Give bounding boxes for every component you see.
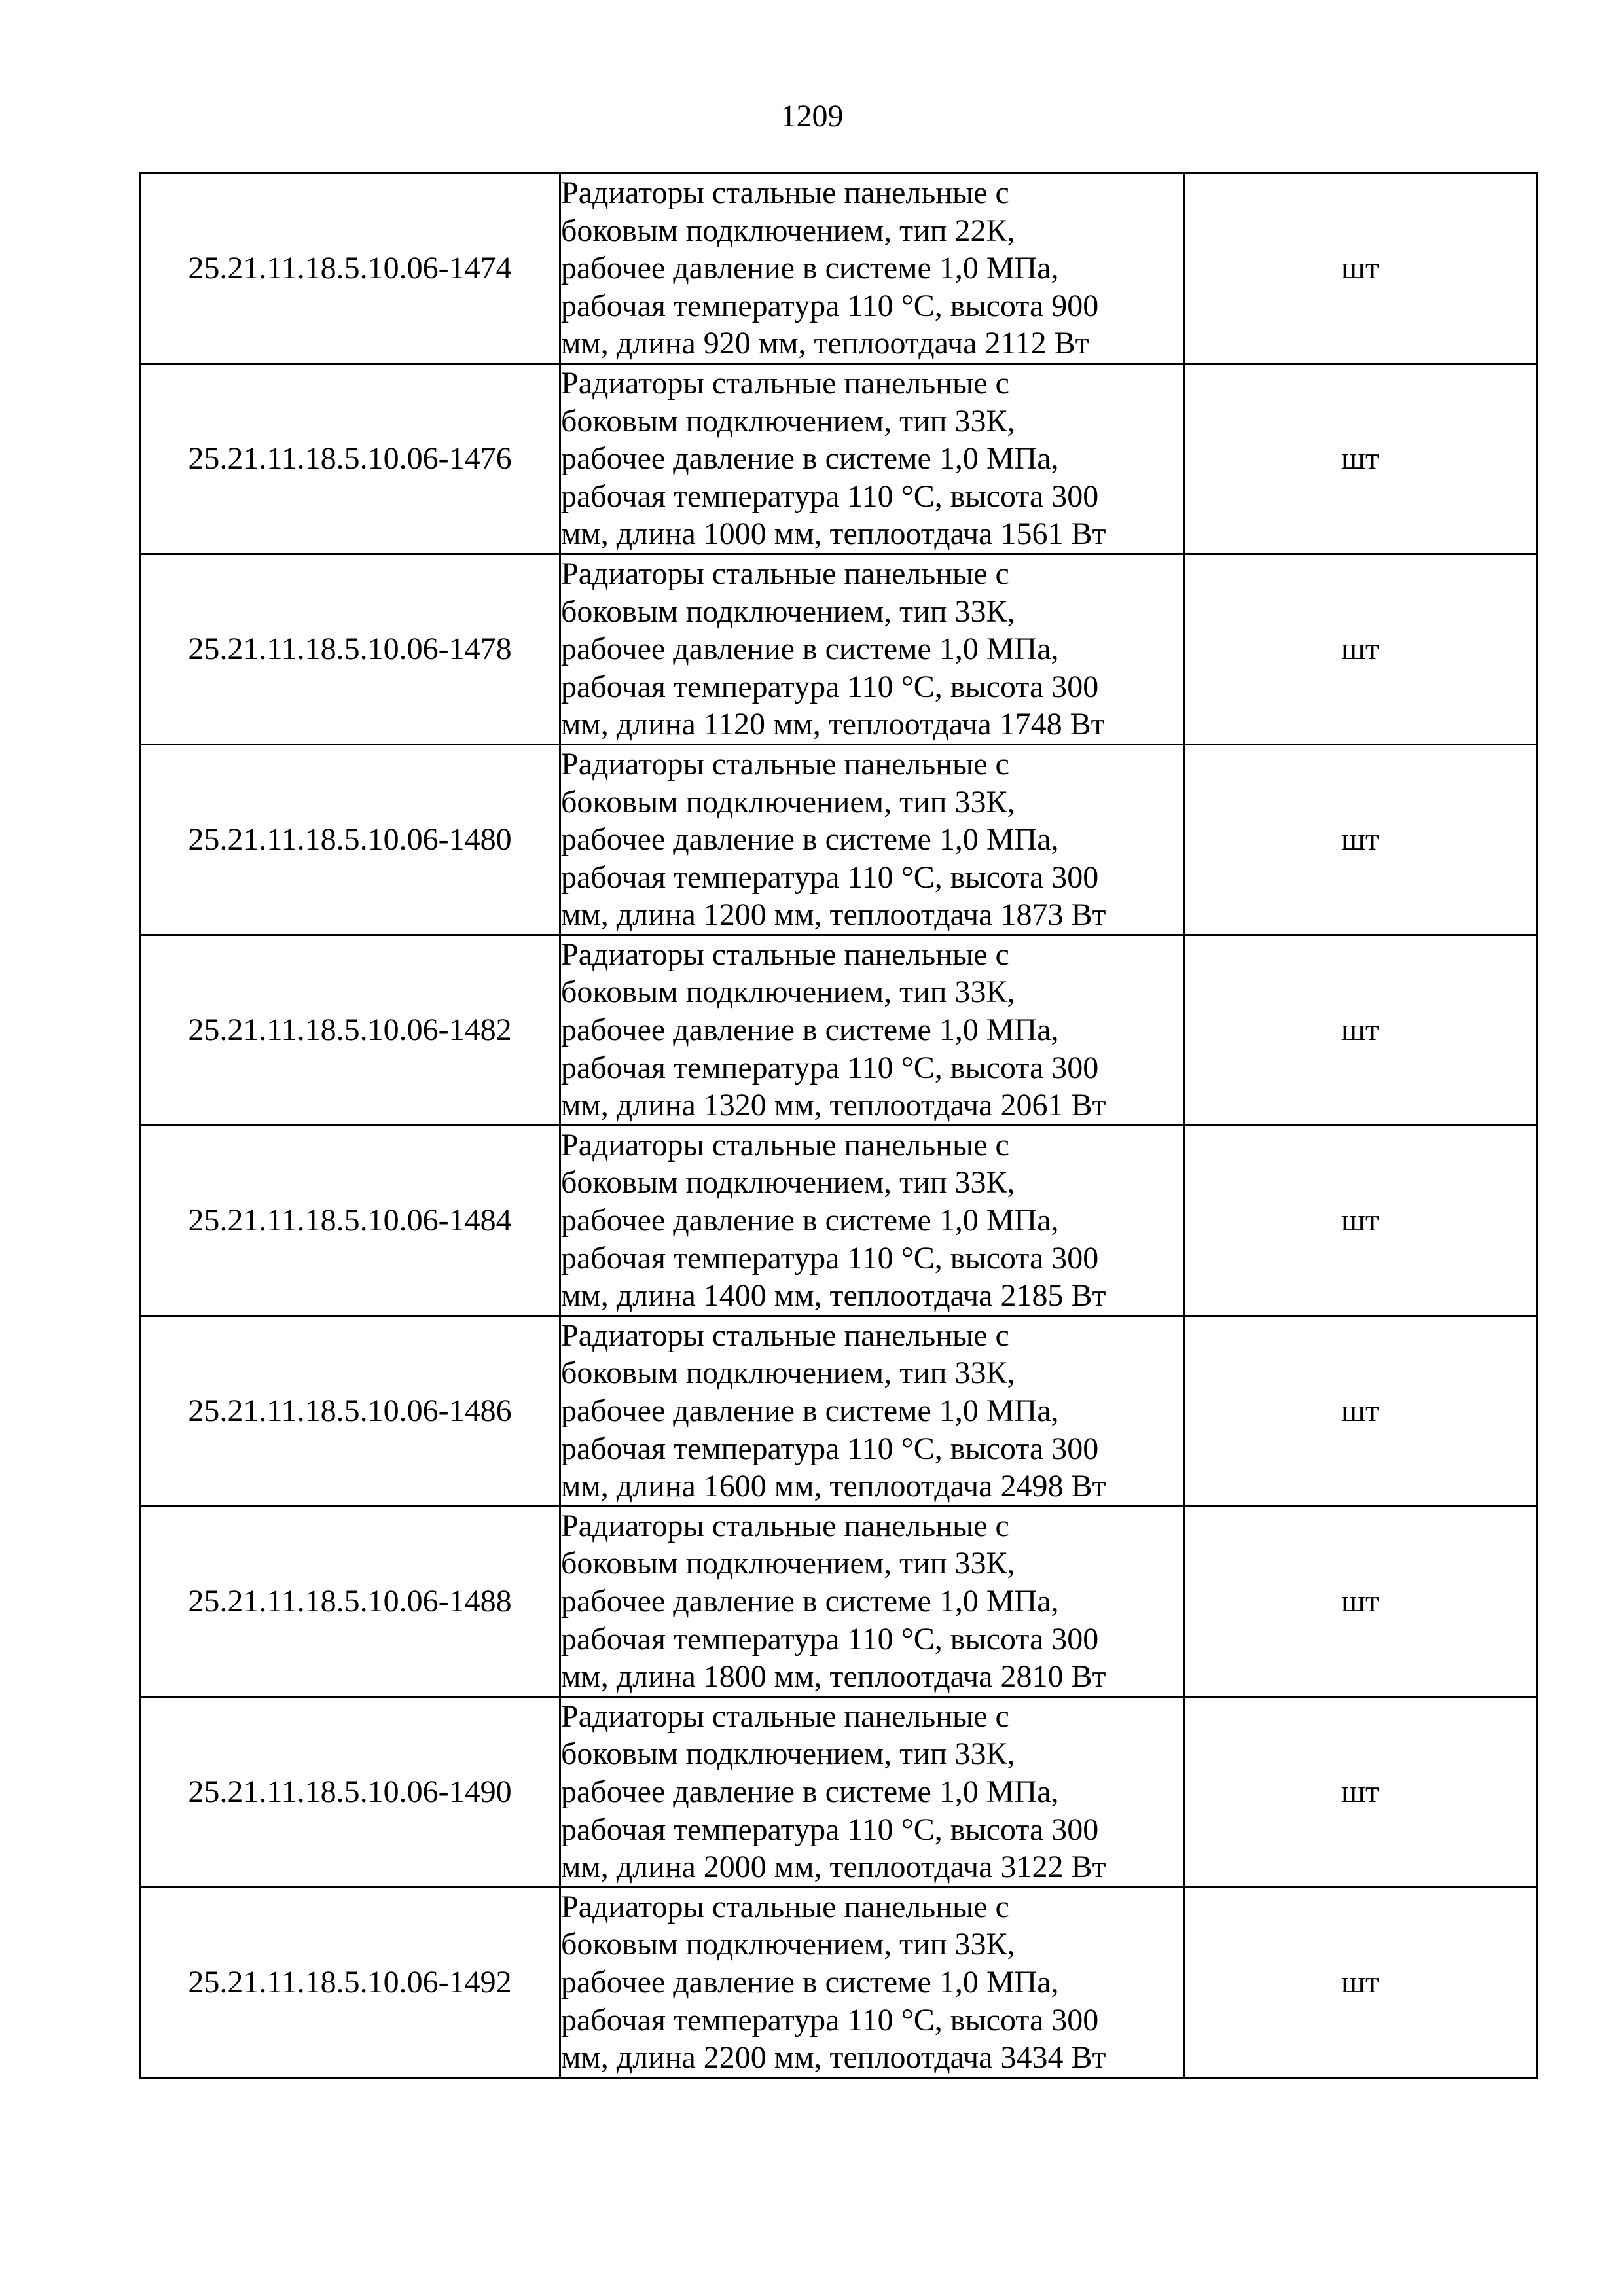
item-description-line: рабочее давление в системе 1,0 МПа, <box>561 1774 1059 1809</box>
table-row <box>140 173 1537 364</box>
item-description-line: Радиаторы стальные панельные с <box>561 937 1009 972</box>
table-row <box>140 363 1537 554</box>
item-code-cell: 25.21.11.18.5.10.06-1486 <box>140 1316 560 1506</box>
item-description-line: мм, длина 2000 мм, теплоотдача 3122 Вт <box>561 1850 1106 1885</box>
item-description-line: рабочая температура 110 °С, высота 300 <box>561 2002 1099 2037</box>
item-description-line: рабочая температура 110 °С, высота 300 <box>561 1621 1099 1657</box>
item-description-cell <box>560 744 1184 935</box>
item-description-line: рабочее давление в системе 1,0 МПа, <box>561 251 1059 286</box>
item-description-line: боковым подключением, тип 33К, <box>561 1546 1015 1581</box>
item-description-line: рабочая температура 110 °С, высота 300 <box>561 669 1099 704</box>
item-description-line: рабочее давление в системе 1,0 МПа, <box>561 1203 1059 1238</box>
page-number: 1209 <box>780 99 844 134</box>
item-description-line: рабочая температура 110 °С, высота 900 <box>561 288 1099 323</box>
item-description-cell <box>560 1887 1184 2077</box>
item-code-cell: 25.21.11.18.5.10.06-1482 <box>140 935 560 1125</box>
item-description-line: рабочее давление в системе 1,0 МПа, <box>561 1013 1059 1048</box>
item-description-line: боковым подключением, тип 33К, <box>561 1355 1015 1391</box>
item-description-cell <box>560 1506 1184 1696</box>
item-code-cell: 25.21.11.18.5.10.06-1490 <box>140 1696 560 1887</box>
item-description-line: рабочая температура 110 °С, высота 300 <box>561 859 1099 895</box>
item-description-line: Радиаторы стальные панельные с <box>561 365 1009 401</box>
item-unit-cell: шт <box>1184 1506 1537 1696</box>
item-description-line: рабочее давление в системе 1,0 МПа, <box>561 822 1059 857</box>
item-code-cell: 25.21.11.18.5.10.06-1474 <box>140 173 560 364</box>
item-description-line: мм, длина 920 мм, теплоотдача 2112 Вт <box>561 326 1089 361</box>
item-description-line: мм, длина 2200 мм, теплоотдача 3434 Вт <box>561 2040 1106 2075</box>
item-description-line: Радиаторы стальные панельные с <box>561 1508 1009 1543</box>
table-row <box>140 1125 1537 1316</box>
item-description-line: рабочее давление в системе 1,0 МПа, <box>561 441 1059 476</box>
item-unit-cell: шт <box>1184 554 1537 744</box>
table-row <box>140 1887 1537 2077</box>
item-description-line: рабочее давление в системе 1,0 МПа, <box>561 1964 1059 2000</box>
items-table <box>139 172 1538 2079</box>
item-description-line: мм, длина 1200 мм, теплоотдача 1873 Вт <box>561 897 1106 933</box>
item-description-line: боковым подключением, тип 33К, <box>561 1165 1015 1200</box>
item-description-line: рабочая температура 110 °С, высота 300 <box>561 478 1099 514</box>
item-code-cell: 25.21.11.18.5.10.06-1478 <box>140 554 560 744</box>
item-description-line: Радиаторы стальные панельные с <box>561 1698 1009 1734</box>
item-description-cell <box>560 363 1184 554</box>
item-description-line: рабочее давление в системе 1,0 МПа, <box>561 632 1059 667</box>
item-description-cell <box>560 1125 1184 1316</box>
item-unit-cell: шт <box>1184 173 1537 364</box>
item-description-line: рабочая температура 110 °С, высота 300 <box>561 1240 1099 1276</box>
item-description-line: Радиаторы стальные панельные с <box>561 746 1009 781</box>
item-description-line: мм, длина 1800 мм, теплоотдача 2810 Вт <box>561 1659 1106 1695</box>
item-description-cell <box>560 1696 1184 1887</box>
table-row <box>140 935 1537 1125</box>
item-description-line: мм, длина 1400 мм, теплоотдача 2185 Вт <box>561 1278 1106 1314</box>
item-unit-cell: шт <box>1184 1887 1537 2077</box>
item-code-cell: 25.21.11.18.5.10.06-1488 <box>140 1506 560 1696</box>
item-unit-cell: шт <box>1184 1125 1537 1316</box>
item-unit-cell: шт <box>1184 1316 1537 1506</box>
items-table-body <box>140 173 1537 2078</box>
item-description-line: рабочее давление в системе 1,0 МПа, <box>561 1583 1059 1619</box>
table-row <box>140 744 1537 935</box>
item-description-line: мм, длина 1320 мм, теплоотдача 2061 Вт <box>561 1088 1106 1123</box>
table-row <box>140 1316 1537 1506</box>
item-description-line: боковым подключением, тип 33К, <box>561 975 1015 1010</box>
item-code-cell: 25.21.11.18.5.10.06-1492 <box>140 1887 560 2077</box>
item-unit-cell: шт <box>1184 1696 1537 1887</box>
item-description-line: Радиаторы стальные панельные с <box>561 1889 1009 1924</box>
item-description-line: боковым подключением, тип 33К, <box>561 1736 1015 1772</box>
item-code-cell: 25.21.11.18.5.10.06-1480 <box>140 744 560 935</box>
item-description-line: рабочая температура 110 °С, высота 300 <box>561 1431 1099 1466</box>
item-description-cell <box>560 935 1184 1125</box>
item-description-line: рабочее давление в системе 1,0 МПа, <box>561 1393 1059 1428</box>
item-description-line: Радиаторы стальные панельные с <box>561 1127 1009 1162</box>
item-description-line: боковым подключением, тип 33К, <box>561 403 1015 439</box>
item-description-line: мм, длина 1120 мм, теплоотдача 1748 Вт <box>561 707 1105 742</box>
item-description-line: Радиаторы стальные панельные с <box>561 175 1009 210</box>
item-description-line: боковым подключением, тип 33К, <box>561 784 1015 819</box>
item-description-line: мм, длина 1000 мм, теплоотдача 1561 Вт <box>561 516 1106 552</box>
item-code-cell: 25.21.11.18.5.10.06-1476 <box>140 363 560 554</box>
table-row <box>140 1506 1537 1696</box>
item-description-line: боковым подключением, тип 33К, <box>561 594 1015 629</box>
item-description-line: боковым подключением, тип 33К, <box>561 1927 1015 1962</box>
item-code-cell: 25.21.11.18.5.10.06-1484 <box>140 1125 560 1316</box>
table-row <box>140 1696 1537 1887</box>
item-description-line: мм, длина 1600 мм, теплоотдача 2498 Вт <box>561 1469 1106 1504</box>
item-description-line: Радиаторы стальные панельные с <box>561 556 1009 591</box>
item-description-line: боковым подключением, тип 22К, <box>561 213 1015 248</box>
item-description-line: Радиаторы стальные панельные с <box>561 1318 1009 1353</box>
item-description-cell <box>560 554 1184 744</box>
item-description-line: рабочая температура 110 °С, высота 300 <box>561 1812 1099 1847</box>
item-description-cell <box>560 173 1184 364</box>
item-unit-cell: шт <box>1184 363 1537 554</box>
item-description-line: рабочая температура 110 °С, высота 300 <box>561 1050 1099 1085</box>
item-unit-cell: шт <box>1184 935 1537 1125</box>
item-description-cell <box>560 1316 1184 1506</box>
table-row <box>140 554 1537 744</box>
item-unit-cell: шт <box>1184 744 1537 935</box>
